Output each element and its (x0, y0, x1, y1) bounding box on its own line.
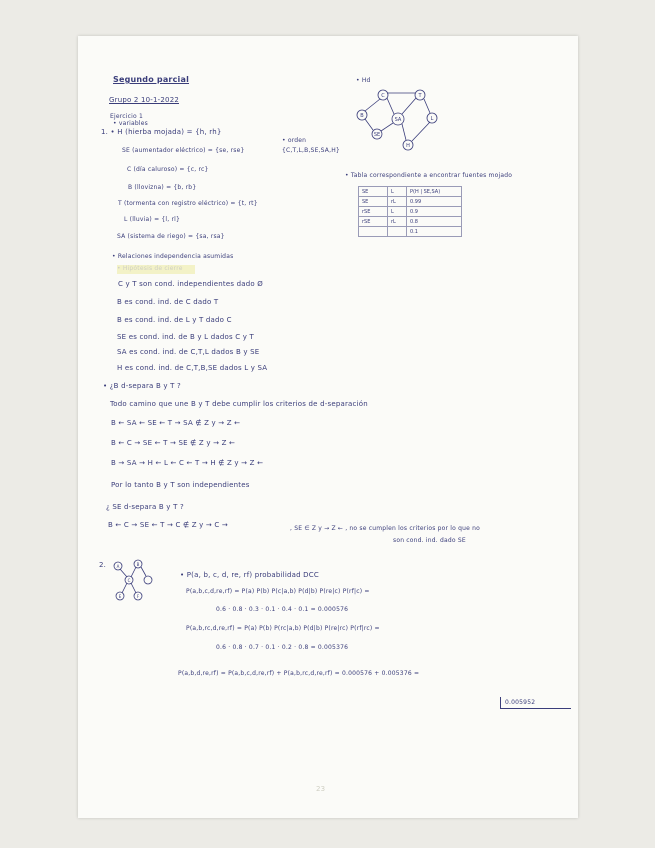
order-value: {C,T,L,B,SE,SA,H} (282, 147, 340, 154)
table-row (359, 227, 462, 237)
relation-line: B es cond. ind. de L y T dado C (117, 316, 232, 324)
dsep-path-2: B ← C → SE ← T → C ∉ Z y → C → (108, 521, 228, 529)
exercise-2-title: • P(a, b, c, d, re, rf) probabilidad DCC (180, 571, 319, 579)
ex2-network-graph (108, 556, 156, 608)
dsep-intro: Todo camino que une B y T debe cumplir los criterios de d-separación (110, 400, 368, 408)
graph-label: • Hd (356, 77, 371, 84)
result-value: 0.005952 (505, 699, 536, 706)
bayes-network-graph (350, 84, 450, 156)
table-cell: 0.9 (407, 207, 462, 217)
dsep-question-2: ¿ SE d-separa B y T ? (106, 503, 184, 511)
table-cell: 0.1 (407, 227, 462, 237)
table-cell: 0.99 (407, 197, 462, 207)
page-title: Segundo parcial (113, 75, 190, 84)
table-cell: rSE (359, 217, 388, 227)
page-subtitle: Grupo 2 10-1-2022 (109, 96, 179, 104)
exercise-1-heading: Ejercicio 1 (110, 113, 144, 120)
var-line-se: SE (aumentador eléctrico) = {se, rse} (122, 147, 245, 154)
prob-line: P(a,b,c,d,re,rf) = P(a) P(b) P(c|a,b) P(d|b) P(re|c) P(rf|c) = (186, 588, 370, 595)
table-cell: 0.8 (407, 217, 462, 227)
dsep-path-2-note-cont: son cond. ind. dado SE (393, 537, 466, 544)
var-line-t: T (tormenta con registro eléctrico) = {t, rt} (118, 200, 258, 207)
relations-highlight-text: • Hipótesis de cierre (117, 265, 183, 272)
dsep-path-2-note: , SE ∈ Z y → Z ← , no se cumplen los criterios por lo que no (290, 525, 481, 532)
table-row (359, 217, 462, 227)
graph-node-l: L (430, 116, 434, 122)
table-cell: L (388, 207, 407, 217)
graph-node-t: T (418, 93, 422, 99)
var-line-c: C (día caluroso) = {c, rc} (127, 166, 209, 173)
prob-line: P(a,b,rc,d,re,rf) = P(a) P(b) P(rc|a,b) P(d|b) P(re|rc) P(rf|rc) = (186, 625, 380, 632)
graph-node-c: C (381, 93, 385, 99)
var-line-h: 1. • H (hierba mojada) = {h, rh} (101, 128, 222, 136)
probability-table (358, 186, 462, 237)
relation-line: H es cond. ind. de C,T,B,SE dados L y SA (117, 364, 268, 372)
graph-node-se: SE (373, 132, 381, 138)
ex2-node-a: A (116, 564, 120, 569)
table-cell: rL (388, 217, 407, 227)
prob-line: P(a,b,d,re,rf) = P(a,b,c,d,re,rf) + P(a,b,rc,d,re,rf) = 0.000576 + 0.005376 = (178, 670, 420, 677)
table-intro: • Tabla correspondiente a encontrar fuentes mojado (345, 172, 513, 179)
dsep-question-1: • ¿B d-separa B y T ? (103, 382, 181, 390)
table-row (359, 207, 462, 217)
table-row (359, 197, 462, 207)
ex2-node-f: F (136, 594, 140, 599)
var-line-b: B (llovizna) = {b, rb} (128, 184, 197, 191)
order-label: • orden (282, 137, 307, 144)
graph-node-sa: SA (394, 117, 402, 123)
relation-line: SA es cond. ind. de C,T,L dados B y SE (117, 348, 260, 356)
var-line-sa: SA (sistema de riego) = {sa, rsa} (117, 233, 225, 240)
prob-line: 0.6 · 0.8 · 0.7 · 0.1 · 0.2 · 0.8 = 0.005376 (216, 644, 349, 651)
table-cell: rSE (359, 207, 388, 217)
relation-line: C y T son cond. independientes dado Ø (118, 280, 264, 288)
page-mark: 23 (316, 785, 326, 793)
variables-label: • variables (113, 120, 148, 127)
relation-line: SE es cond. ind. de B y L dados C y T (117, 333, 254, 341)
graph-node-b: B (360, 113, 364, 119)
dsep-path: B ← SA ← SE ← T → SA ∉ Z y → Z ← (111, 419, 241, 427)
graph-node-h: H (406, 143, 410, 149)
var-line-l: L (lluvia) = {l, rl} (124, 216, 181, 223)
dsep-path: B ← C → SE ← T → SE ∉ Z y → Z ← (111, 439, 236, 447)
dsep-path: B → SA → H ← L ← C ← T → H ∉ Z y → Z ← (111, 459, 264, 467)
dsep-conclusion: Por lo tanto B y T son independientes (111, 481, 250, 489)
ex2-node-e: E (118, 594, 122, 599)
table-row (359, 187, 462, 197)
exercise-2-number: 2. (99, 561, 107, 569)
table-cell (388, 227, 407, 237)
table-cell: L (388, 187, 407, 197)
relations-title: • Relaciones independencia asumidas (112, 253, 234, 260)
table-cell: P(H | SE,SA) (407, 187, 462, 197)
table-cell: SE (359, 197, 388, 207)
prob-line: 0.6 · 0.8 · 0.3 · 0.1 · 0.4 · 0.1 = 0.000576 (216, 606, 349, 613)
relation-line: B es cond. ind. de C dado T (117, 298, 219, 306)
ex2-node-c: C (127, 578, 131, 583)
table-cell: SE (359, 187, 388, 197)
table-cell: rL (388, 197, 407, 207)
table-cell (359, 227, 388, 237)
ex2-node-b: B (136, 562, 140, 567)
